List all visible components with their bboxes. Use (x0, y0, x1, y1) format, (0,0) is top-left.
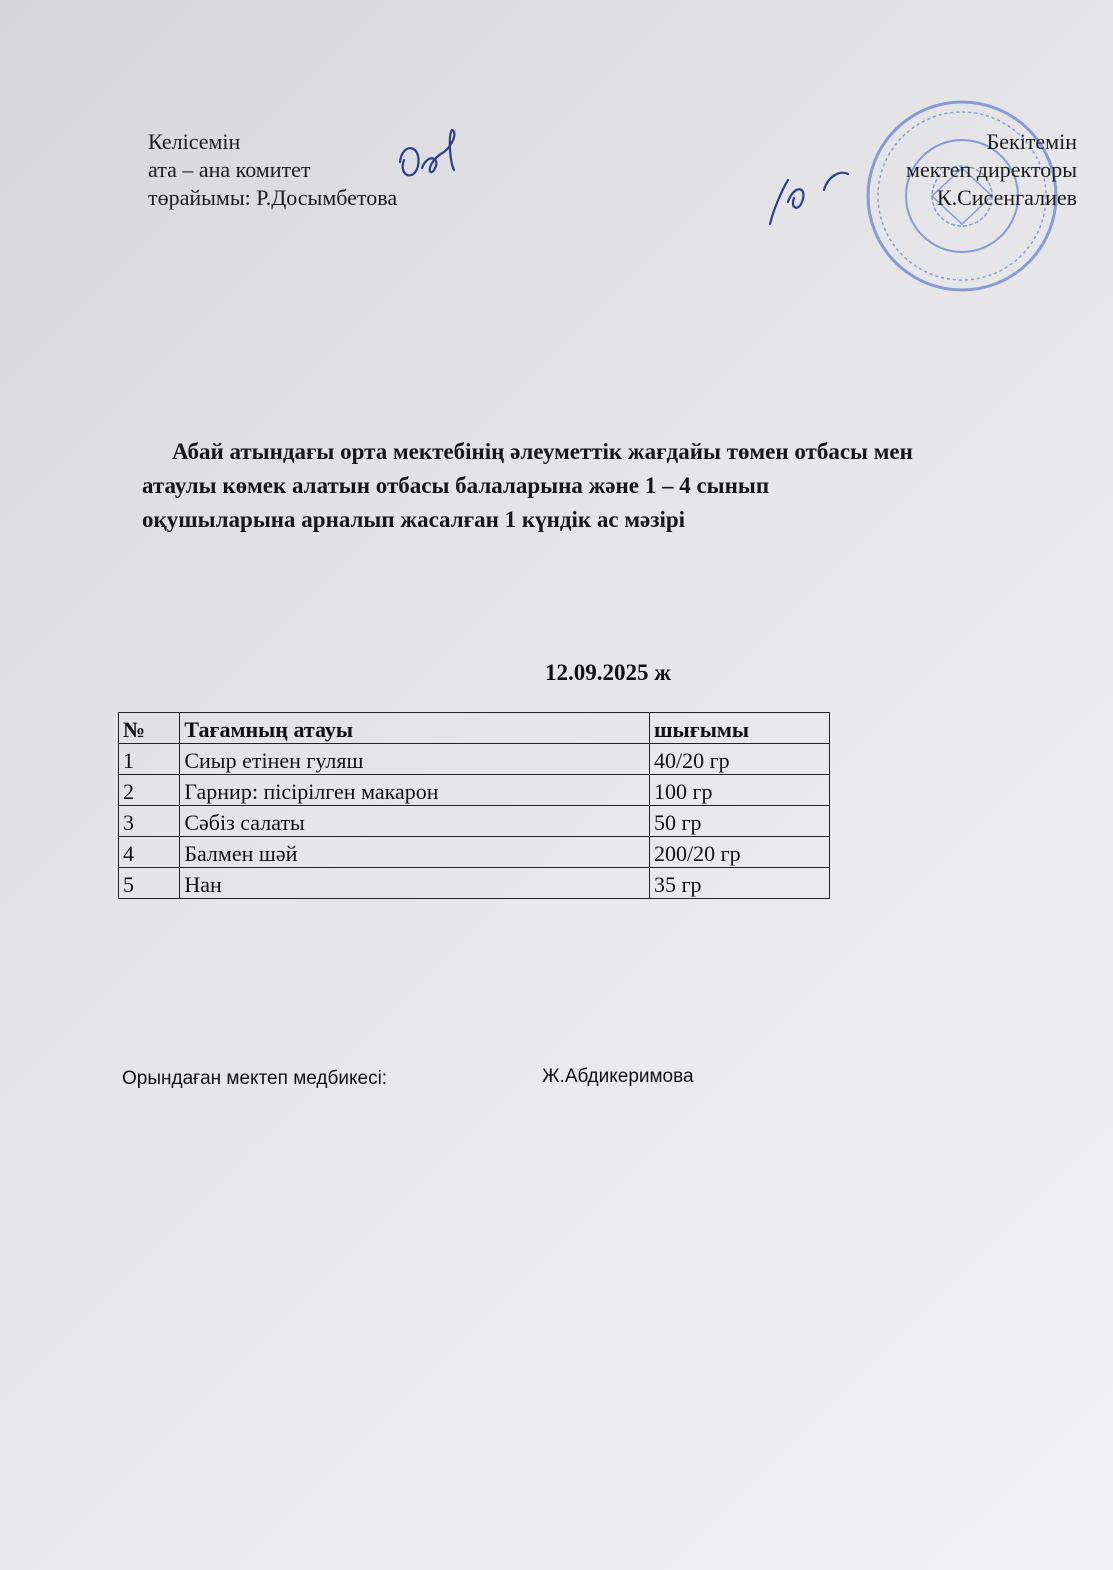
row-number: 1 (119, 744, 180, 775)
col-header-number: № (119, 713, 180, 744)
approved-label: Бекітемін (986, 129, 1077, 154)
prepared-by-label: Орындаған мектеп медбикесі: (122, 1068, 388, 1089)
row-dish: Нан (180, 868, 650, 899)
agreed-label: Келісемін (148, 129, 241, 154)
table-header-row (119, 713, 830, 744)
row-number: 4 (119, 837, 180, 868)
row-yield: 35 гр (649, 868, 829, 899)
approval-parent-committee (148, 128, 397, 212)
col-header-dish: Тағамның атауы (180, 713, 650, 744)
menu-date: 12.09.2025 ж (545, 660, 671, 685)
table-row (119, 837, 830, 868)
row-yield: 100 гр (649, 775, 829, 806)
title-line-3: оқушыларына арналып жасалған 1 күндік ас мәзірі (142, 507, 686, 532)
row-yield: 40/20 гр (649, 744, 829, 775)
director-label: мектеп директоры (906, 157, 1077, 182)
row-number: 3 (119, 806, 180, 837)
approval-director (906, 128, 1077, 212)
table-row (119, 868, 830, 899)
committee-label: ата – ана комитет (148, 157, 311, 182)
title-line-1: Абай атындағы орта мектебінің әлеуметтік жағдайы төмен отбасы мен (172, 439, 913, 464)
row-dish: Сәбіз салаты (180, 806, 650, 837)
col-header-yield: шығымы (649, 713, 829, 744)
chairperson-signature-icon (392, 122, 472, 202)
table-row (119, 744, 830, 775)
director-name: К.Сисенгалиев (936, 185, 1077, 210)
chairperson-label: төрайымы: Р.Досымбетова (148, 185, 398, 210)
row-dish: Гарнир: пісірілген макарон (180, 775, 650, 806)
document-title (142, 435, 1102, 537)
row-number: 5 (119, 868, 180, 899)
menu-table (118, 712, 830, 899)
nurse-name: Ж.Абдикеримова (542, 1066, 694, 1087)
row-number: 2 (119, 775, 180, 806)
row-yield: 50 гр (649, 806, 829, 837)
director-signature-icon (764, 150, 884, 230)
row-dish: Балмен шәй (180, 837, 650, 868)
title-line-2: атаулы көмек алатын отбасы балаларына және 1 – 4 сынып (142, 473, 770, 498)
table-row (119, 775, 830, 806)
row-yield: 200/20 гр (649, 837, 829, 868)
table-row (119, 806, 830, 837)
row-dish: Сиыр етінен гуляш (180, 744, 650, 775)
